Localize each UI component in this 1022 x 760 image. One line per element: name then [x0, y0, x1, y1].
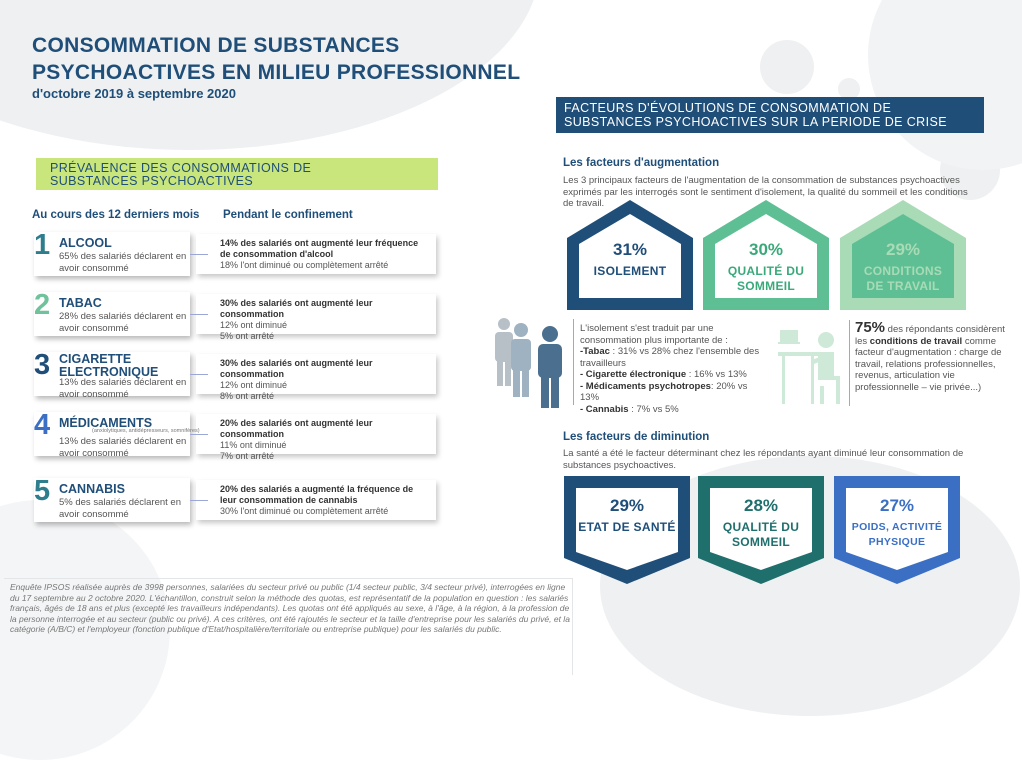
confinement-line: 20% des salariés ont augmenté leur consommation [220, 418, 373, 439]
confinement-stats [220, 484, 434, 517]
column-header-confinement: Pendant le confinement [223, 209, 353, 221]
confinement-stats [220, 238, 434, 271]
column-header-12-months: Au cours des 12 derniers mois [32, 209, 200, 221]
increase-factor-pct: 29% [885, 240, 921, 259]
confinement-line: 18% l'ont diminué ou complètement arrêté [220, 260, 389, 270]
bg-shape [760, 40, 814, 94]
substance-name-text: ALCOOL [59, 236, 112, 250]
footnote: Enquête IPSOS réalisée auprès de 3998 personnes, salariées du secteur privé ou public (1/4 secteur public, 3/4 secteur privé), interrogées en ligne du 17 septembre au 2 octobre 2020. L'échantillon, construit selon la méthode des quotas, est représentatif de la population en question : les salariés français, âgés de 18 ans et plus (excepté les travailleurs indépendants). Les quotas ont été appliqués au sexe, à l'âge, à la région, à la profession de la personne interrogée et au secteur (public ou privé). A ces critères, ont été rajoutés le secteur et la taille d'entreprise pour les salariés du privé, et la catégorie (A/B/C) et l'employeur (fonction publique d'Etat/hospitalière/territoriale ou entreprise publique) pour les salariés du public. [10, 582, 570, 634]
connector-line [190, 374, 208, 375]
isolation-line-value: : 20% vs 13% [580, 380, 748, 403]
rank-number: 5 [34, 475, 51, 507]
substance-desc: 65% des salariés déclarent en avoir consommé [59, 251, 187, 274]
connector-line [190, 500, 208, 501]
increase-factor-label: ISOLEMENT [593, 264, 667, 278]
substance-desc: 28% des salariés déclarent en avoir consommé [59, 311, 187, 334]
decrease-factor-label: ETAT DE SANTÉ [578, 520, 676, 534]
desk-worker-icon [778, 330, 850, 406]
connector-line [190, 314, 208, 315]
rank-number: 1 [34, 229, 51, 261]
rank-number: 2 [34, 289, 51, 321]
isolation-line [580, 346, 760, 369]
factors-banner [556, 97, 984, 133]
isolation-line-value: : 31% vs 28% chez l'ensemble des travailleurs [580, 346, 760, 369]
substance-subtitle: (anxiolytiques, antidépresseurs, somnifères) [92, 428, 200, 434]
confinement-line: 20% des salariés a augmenté la fréquence de leur consommation de cannabis [220, 484, 414, 505]
isolation-divider [573, 319, 574, 405]
confinement-line: 11% ont diminué [220, 440, 287, 450]
decrease-factor-pct: 29% [609, 496, 645, 515]
rank-number: 3 [34, 349, 51, 381]
isolation-line-key: - Médicaments psychotropes [580, 380, 711, 392]
substance-name [59, 297, 169, 310]
confinement-line: 14% des salariés ont augmenté leur fréquence de consommation d'alcool [220, 238, 419, 259]
increase-factor-label: QUALITÉ DU SOMMEIL [727, 264, 805, 293]
isolation-line-key: - Cannabis [580, 403, 629, 415]
connector-line [190, 254, 208, 255]
isolation-line-value: : 7% vs 5% [628, 403, 679, 415]
people-icon [492, 316, 572, 412]
increase-factor-pct: 30% [748, 240, 784, 259]
decrease-text: La santé a été le facteur déterminant chez les répondants ayant diminué leur consommation de substances psychoactives. [563, 448, 964, 471]
substance-name-text: TABAC [59, 296, 102, 310]
isolation-line [580, 404, 760, 416]
factors-banner-text: FACTEURS D'ÉVOLUTIONS DE CONSOMMATION DE SUBSTANCES PSYCHOACTIVES SUR LA PERIODE DE CRISE [564, 101, 947, 129]
work-divider [849, 320, 850, 406]
isolation-line [580, 381, 760, 404]
prevalence-banner [36, 158, 438, 190]
confinement-stats [220, 298, 434, 342]
substance-name [59, 483, 169, 496]
confinement-line: 8% ont arrêté [220, 391, 275, 401]
confinement-line: 5% ont arrêté [220, 331, 275, 341]
confinement-line: 30% des salariés ont augmenté leur consommation [220, 298, 373, 319]
increase-factor-pct: 31% [612, 240, 648, 259]
work-text-a: des répondants considèrent les [855, 324, 1005, 347]
isolation-intro: L'isolement s'est traduit par une consommation plus importante de : [580, 323, 728, 346]
isolation-line [580, 369, 760, 381]
substance-desc: 13% des salariés déclarent en avoir consommé [59, 436, 187, 459]
decrease-factor-label: QUALITÉ DU SOMMEIL [722, 520, 800, 549]
substance-name [59, 237, 169, 250]
substance-desc: 13% des salariés déclarent en avoir consommé [59, 377, 187, 400]
decrease-factor-pct: 27% [879, 496, 915, 515]
isolation-line-key: -Tabac [580, 346, 610, 357]
confinement-line: 30% l'ont diminué ou complètement arrêté [220, 506, 389, 516]
decrease-factor-label: POIDS, ACTIVITÉ PHYSIQUE [851, 521, 943, 548]
confinement-line: 12% ont diminué [220, 380, 288, 390]
confinement-line: 7% ont arrêté [220, 451, 275, 461]
confinement-stats [220, 358, 434, 402]
isolation-text [580, 323, 760, 415]
decrease-factor-pct: 28% [743, 496, 779, 515]
decrease-heading: Les facteurs de diminution [563, 431, 710, 443]
work-conditions-text [855, 319, 1015, 393]
isolation-line-key: - Cigarette électronique [580, 369, 687, 380]
isolation-line-value: : 16% vs 13% [686, 369, 747, 380]
confinement-line: 12% ont diminué [220, 320, 288, 330]
increase-heading: Les facteurs d'augmentation [563, 157, 720, 169]
page-subtitle: d'octobre 2019 à septembre 2020 [32, 86, 236, 101]
substance-desc: 5% des salariés déclarent en avoir consommé [59, 497, 181, 520]
work-text-b: conditions de travail [869, 335, 963, 347]
substance-name-text: CANNABIS [59, 482, 125, 496]
work-text-c: comme facteur d'augmentation : charge de travail, relations professionnelles, revenus, articulation vie professionnelle – vie privée...) [855, 335, 1002, 393]
increase-factor-label: CONDITIONS DE TRAVAIL [863, 264, 943, 293]
substance-name-text: MÉDICAMENTS [59, 416, 153, 430]
work-pct: 75% [855, 319, 886, 336]
rank-number: 4 [34, 409, 51, 441]
increase-text: Les 3 principaux facteurs de l'augmentation de la consommation de substances psychoactives exprimés par les interrogés sont le sentiment d'isolement, la qualité du sommeil et les conditions de travail. [563, 175, 968, 209]
prevalence-banner-text: PRÉVALENCE DES CONSOMMATIONS DE SUBSTANCES PSYCHOACTIVES [50, 161, 312, 188]
connector-line [190, 434, 208, 435]
substance-name-text: CIGARETTE ELECTRONIQUE [59, 352, 159, 379]
confinement-line: 30% des salariés ont augmenté leur consommation [220, 358, 373, 379]
page-title: CONSOMMATION DE SUBSTANCES PSYCHOACTIVES EN MILIEU PROFESSIONNEL [32, 34, 521, 84]
isolation-lines [580, 346, 760, 415]
substance-name [59, 353, 169, 379]
bg-shape [868, 0, 1022, 170]
confinement-stats [220, 418, 434, 462]
